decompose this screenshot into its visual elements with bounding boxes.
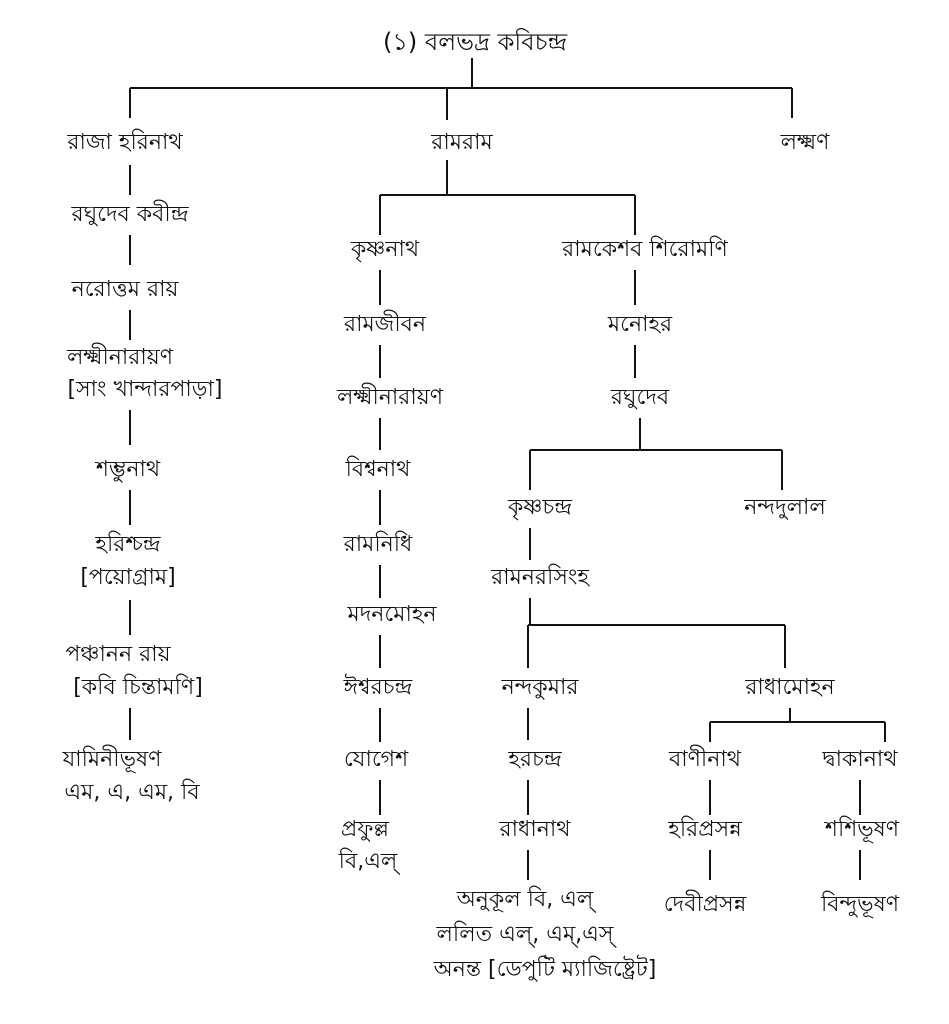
- tree-node: নন্দকুমার: [501, 675, 579, 700]
- tree-node: বিন্দুভূষণ: [820, 892, 900, 917]
- tree-node: নন্দদুলাল: [744, 495, 826, 520]
- tree-node: কৃষ্ণচন্দ্র: [507, 495, 573, 520]
- root-node: (১) বলভদ্র কবিচন্দ্র: [382, 28, 568, 56]
- tree-node: ঈশ্বরচন্দ্র: [343, 675, 413, 700]
- tree-node: রঘুদেব: [610, 385, 670, 410]
- connector: [130, 58, 792, 120]
- tree-node: শম্ভুনাথ: [95, 457, 161, 482]
- tree-node: রামনিধি: [343, 532, 413, 557]
- tree-node: মনোহর: [607, 312, 673, 337]
- tree-node: মদনমোহন: [347, 602, 437, 627]
- tree-node: ললিত এল্, এম্,এস্: [436, 922, 614, 947]
- tree-node-note: [সাং খান্দারপাড়া]: [67, 377, 223, 402]
- tree-node: লক্ষ্মীনারায়ণ: [336, 385, 444, 410]
- tree-node: যোগেশ: [343, 747, 409, 772]
- tree-node: রাধানাথ: [499, 817, 571, 842]
- tree-node: অনন্ত [ডেপুটি ম্যাজিষ্ট্রেট]: [433, 957, 657, 982]
- connector: [528, 528, 785, 668]
- tree-node: রাধামোহন: [745, 675, 835, 700]
- connector: [530, 270, 782, 490]
- node-lakshman: লক্ষ্মণ: [780, 130, 830, 155]
- tree-node: বিশ্বনাথ: [345, 457, 411, 482]
- tree-node-note: [পয়োগ্রাম]: [80, 565, 176, 590]
- tree-node: যামিনীভূষণ: [62, 747, 162, 772]
- node-ramram: রামরাম: [431, 130, 493, 155]
- tree-node: রামকেশব শিরোমণি: [562, 237, 728, 262]
- tree-node: অনুকূল বি, এল্: [456, 887, 594, 912]
- tree-node: পঞ্চানন রায়: [65, 642, 171, 667]
- tree-node: লক্ষ্মীনারায়ণ: [66, 345, 174, 370]
- tree-node: কৃষ্ণনাথ: [350, 237, 420, 262]
- connector: [380, 160, 635, 235]
- tree-node: রঘুদেব কবীন্দ্র: [71, 202, 189, 227]
- tree-node: রামনরসিংহ: [491, 565, 589, 590]
- tree-node: দেবীপ্রসন্ন: [663, 892, 747, 917]
- tree-node: হরিপ্রসন্ন: [668, 817, 742, 842]
- tree-node: হরিশ্চন্দ্র: [95, 532, 161, 557]
- tree-node-note: বি,এল্: [338, 849, 398, 874]
- tree-node: বাণীনাথ: [669, 747, 741, 772]
- connector: [710, 708, 885, 880]
- node-raja-harinath: রাজা হরিনাথ: [67, 130, 183, 155]
- tree-node: রামজীবন: [343, 312, 427, 337]
- tree-node: দ্বাকানাথ: [822, 747, 898, 772]
- tree-node: হরচন্দ্র: [508, 747, 562, 772]
- tree-node: নরোত্তম রায়: [71, 277, 179, 302]
- tree-node: শশিভূষণ: [824, 817, 900, 842]
- tree-node-note: এম, এ, এম, বি: [64, 780, 200, 805]
- tree-node-note: [কবি চিন্তামণি]: [73, 675, 203, 700]
- tree-node: প্রফুল্ল: [340, 817, 390, 842]
